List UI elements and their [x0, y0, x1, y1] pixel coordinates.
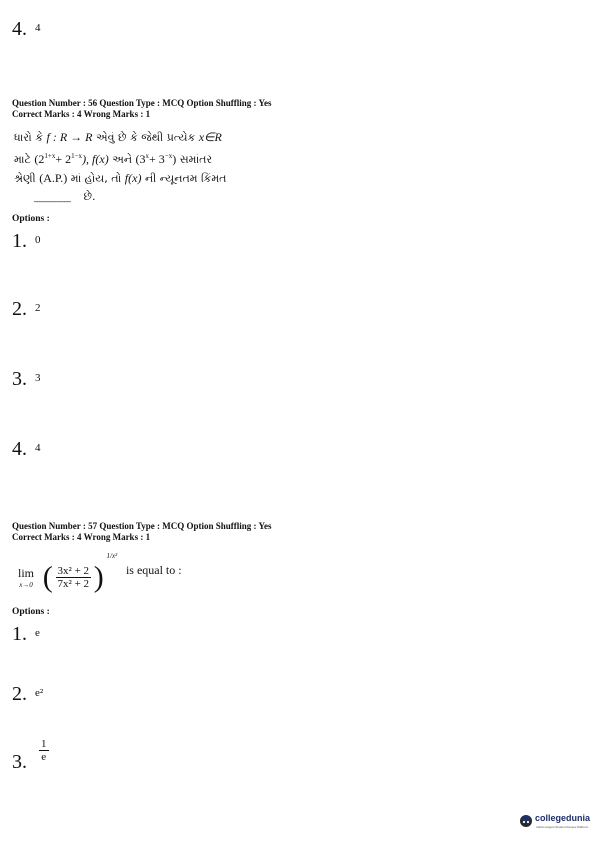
q56-option-1[interactable] — [12, 230, 41, 253]
option-number: 2. — [12, 683, 27, 705]
q56-math: f(x) — [124, 171, 142, 185]
q56-option-3[interactable] — [12, 368, 41, 391]
q57-question-math — [18, 552, 182, 592]
option-fraction — [39, 738, 49, 763]
left-paren: ( — [42, 560, 53, 594]
collegedunia-logo — [518, 811, 592, 833]
q57-options-label: Options : — [12, 607, 50, 617]
q56-sup: 1+x — [44, 152, 56, 160]
option-value: 0 — [35, 234, 41, 246]
lim-subscript: x→0 — [19, 580, 33, 589]
q56-math: ), f(x) — [82, 152, 109, 166]
q56-math: (3 — [135, 152, 146, 166]
option-number: 2. — [12, 298, 27, 320]
option-value: 3 — [35, 372, 41, 384]
q56-meta — [12, 98, 271, 120]
option-number: 3. — [12, 751, 27, 774]
q56-math: + 3 — [149, 152, 165, 166]
fraction-numerator: 1 — [41, 738, 47, 750]
option-number: 4. — [12, 438, 27, 460]
q56-options-label: Options : — [12, 214, 50, 224]
option-number: 3. — [12, 368, 27, 390]
option-4-prev — [12, 18, 41, 41]
logo-tagline: India's largest Student Review Platform — [536, 825, 589, 829]
q56-text: એવું છે કે જેથી પ્રત્યેક — [96, 131, 196, 144]
q56-line3 — [14, 169, 314, 188]
q56-math: ) — [172, 152, 177, 166]
q57-option-3[interactable] — [12, 738, 49, 774]
q56-line2 — [14, 147, 314, 169]
q56-math: + 2 — [55, 152, 72, 166]
q56-sup: 1−x — [71, 152, 83, 160]
q56-text: માં હોય, તો — [70, 172, 122, 185]
option-value: 2 — [35, 302, 41, 314]
q57-option-2[interactable] — [12, 683, 43, 706]
q57-option-1[interactable] — [12, 623, 40, 646]
q57-meta-line2: Correct Marks : 4 Wrong Marks : 1 — [12, 532, 151, 542]
q56-math: (2 — [34, 152, 45, 166]
option-number: 1. — [12, 230, 27, 252]
q57-lim — [18, 566, 34, 589]
lim-text: lim — [18, 565, 35, 580]
q57-meta — [12, 521, 271, 543]
q57-numerator: 3x² + 2 — [57, 564, 90, 577]
q56-math: x∈R — [198, 130, 222, 144]
q56-option-2[interactable] — [12, 298, 41, 321]
q56-meta-line1: Question Number : 56 Question Type : MCQ Option Shuffling : Yes — [12, 98, 272, 108]
option-number: 1. — [12, 623, 27, 645]
q56-text: સમાંતર — [179, 153, 213, 166]
logo-name: collegedunia — [535, 813, 591, 823]
q57-fraction — [56, 565, 92, 590]
q57-tail-text: is equal to : — [125, 563, 182, 577]
q56-line4 — [14, 188, 314, 207]
q56-meta-line2: Correct Marks : 4 Wrong Marks : 1 — [12, 109, 151, 119]
q56-text: ની ન્યૂનતમ કિંમત — [144, 172, 227, 185]
q56-sup: x — [145, 152, 150, 160]
q56-math: (A.P.) — [39, 171, 68, 185]
q56-question-text — [14, 128, 314, 207]
q57-denominator: 7x² + 2 — [57, 577, 90, 590]
q57-meta-line1: Question Number : 57 Question Type : MCQ Option Shuffling : Yes — [12, 521, 272, 531]
q56-text: માટે — [14, 153, 31, 166]
q56-option-4[interactable] — [12, 438, 41, 461]
option-number: 4. — [12, 18, 27, 40]
q56-text: શ્રેણી — [14, 172, 36, 185]
q56-text: ધારો કે — [14, 131, 43, 144]
mascot-icon — [518, 813, 534, 829]
q56-blank: ____________ — [34, 193, 70, 202]
q56-text: છે. — [83, 190, 96, 203]
fraction-denominator: e — [41, 751, 47, 763]
option-value: 4 — [35, 442, 41, 454]
right-paren: ) — [93, 560, 104, 594]
q56-sup: −x — [164, 152, 173, 160]
option-value: 4 — [35, 22, 41, 34]
q57-exponent: 1/x² — [106, 552, 118, 560]
q56-text: અને — [112, 153, 133, 166]
option-value: e² — [35, 687, 44, 699]
q56-math: f : R → R — [46, 130, 93, 144]
q56-line1 — [14, 128, 314, 147]
option-value: e — [35, 627, 40, 639]
